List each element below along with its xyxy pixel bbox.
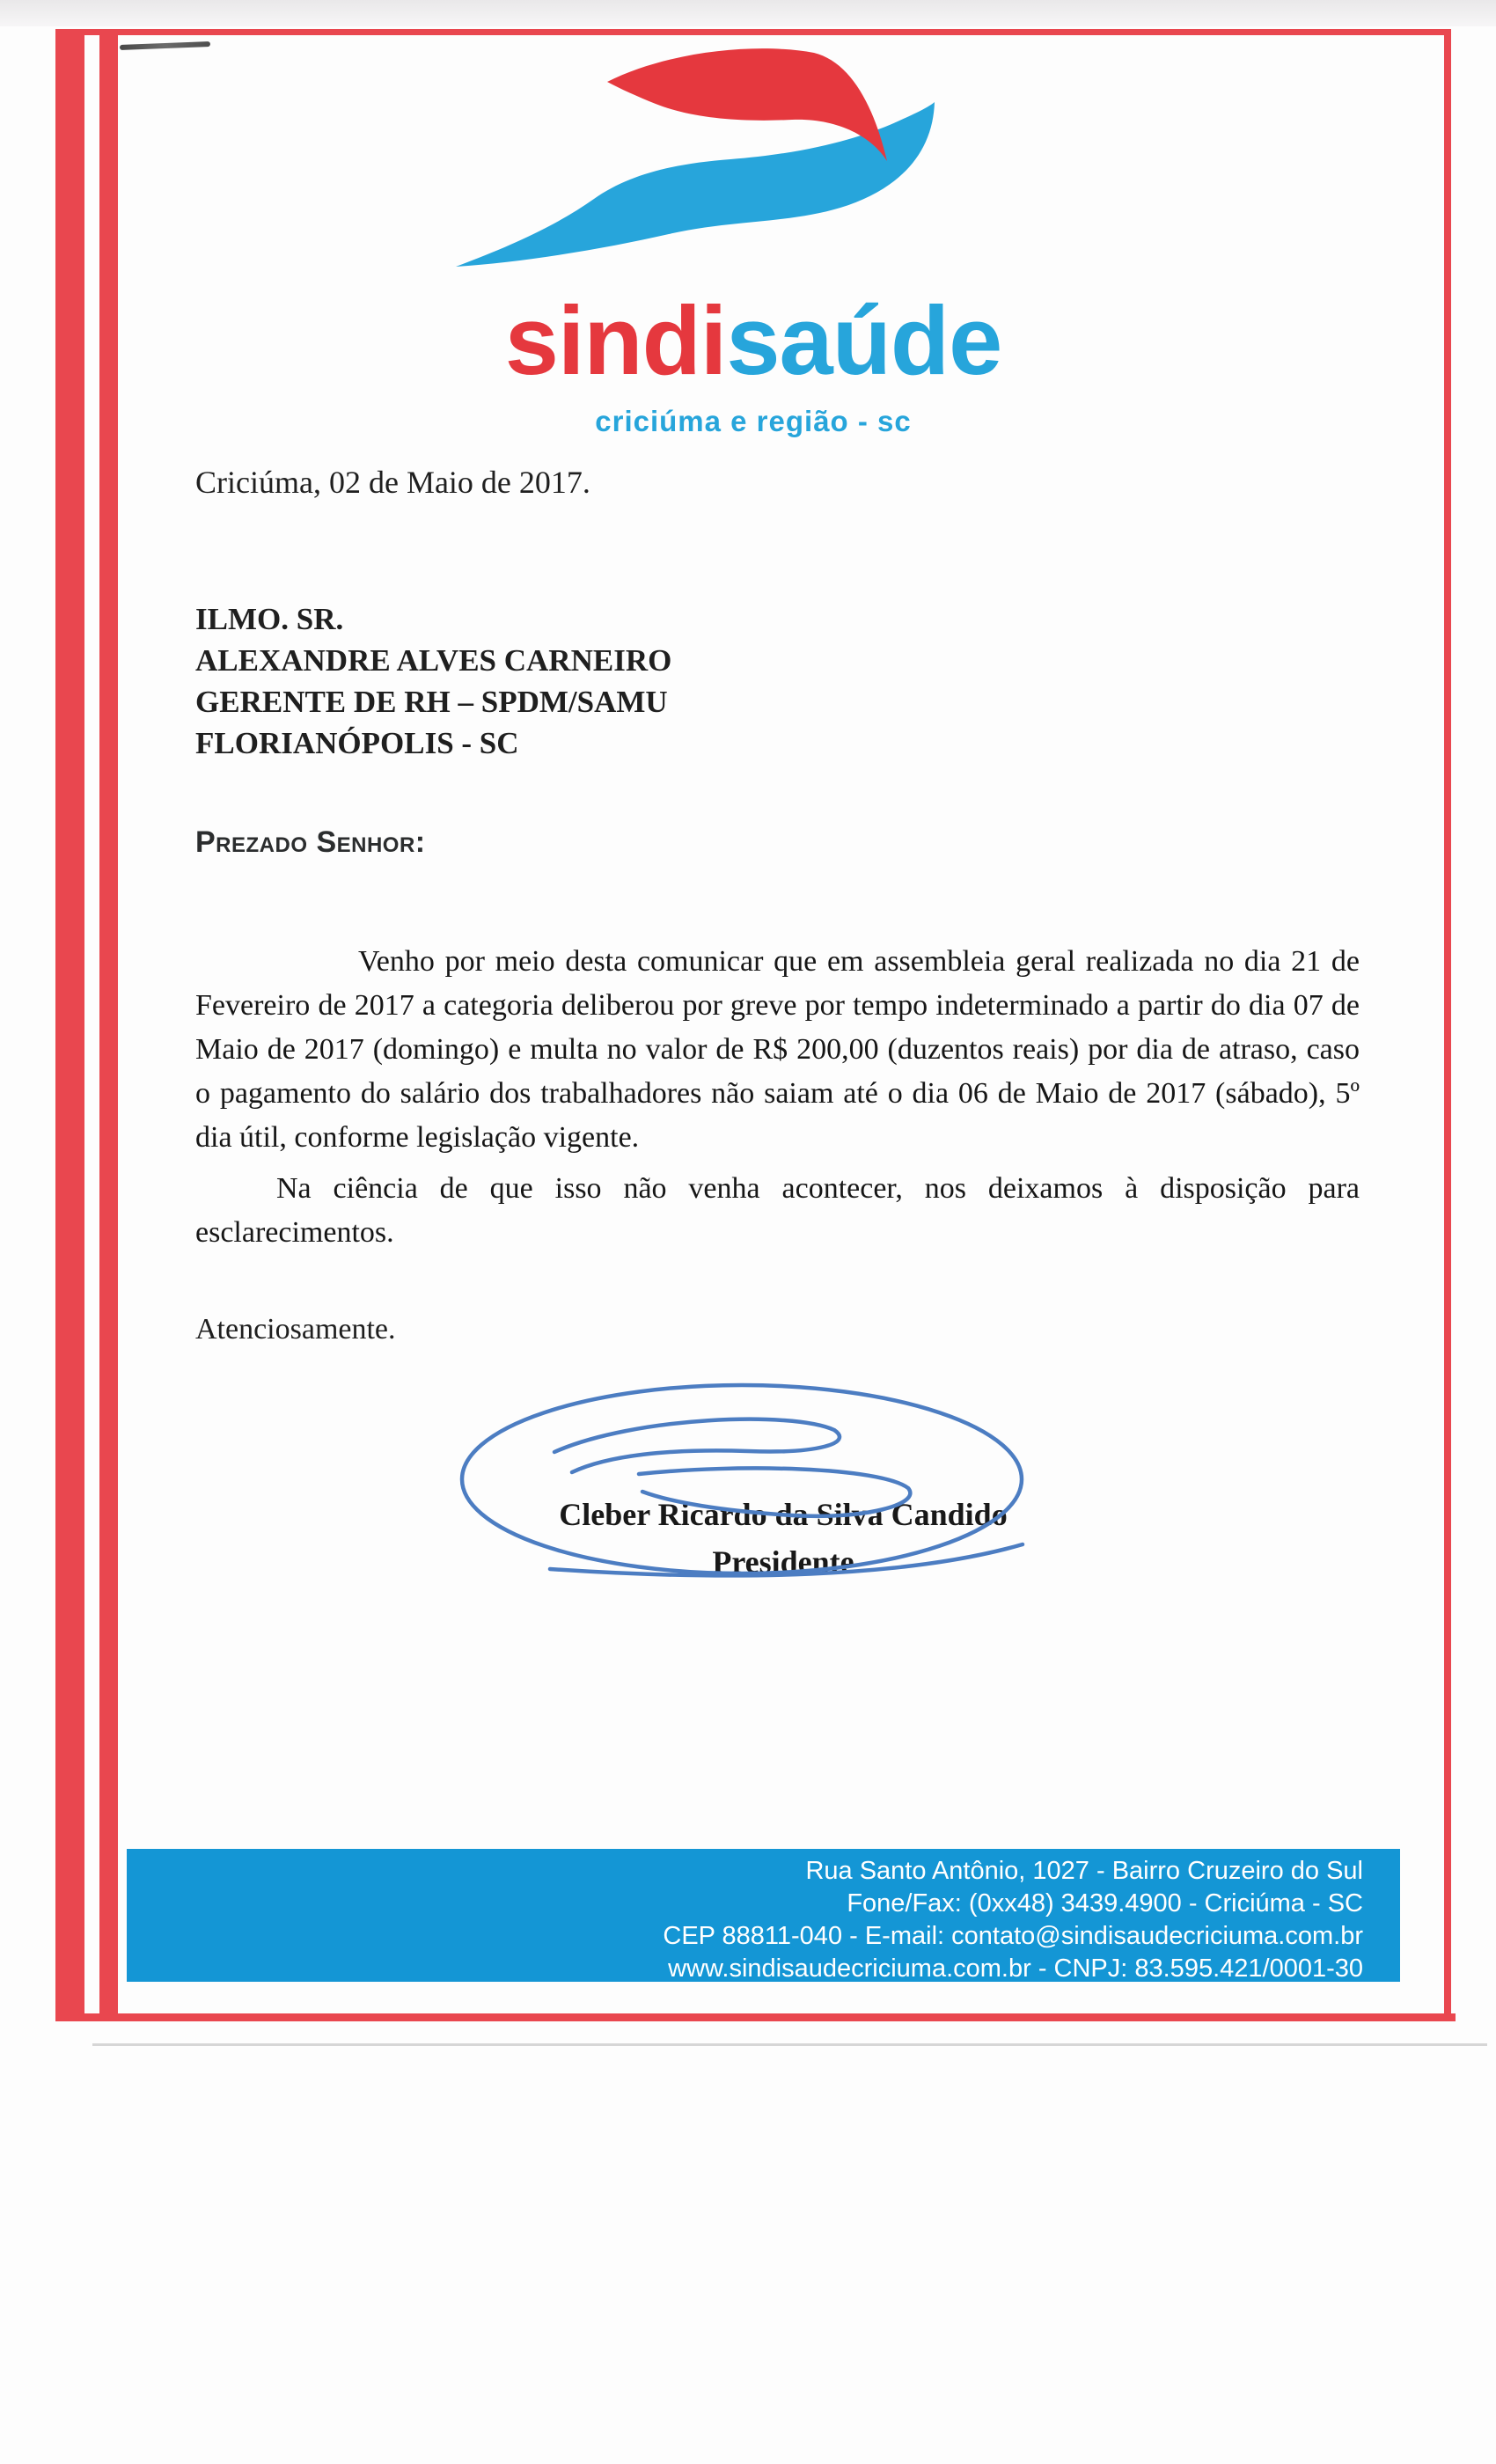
body-paragraph-1: Venho por meio desta comunicar que em assembleia geral realizada no dia 21 de Fevereiro de 2017 a categoria deliberou por greve por tempo indeterminado a partir do dia 07 de Maio de 2017 (domingo) e multa no valor de R$ 200,00 (duzentos reais) por dia de atraso, caso o pagamento do salário dos trabalhadores não saiam até o dia 06 de Maio de 2017 (sábado), 5º dia útil, conforme legislação vigente. [195, 945, 1360, 1154]
logo-brand-red: sindi [504, 287, 727, 395]
frame-stripe-outer [55, 29, 84, 2021]
footer-contact-block [663, 1855, 1363, 1985]
frame-stripe-inner [99, 29, 118, 2021]
signatory-title: Presidente [712, 1544, 854, 1580]
salutation: Prezado Senhor: [195, 825, 426, 859]
footer-line-phone: Fone/Fax: (0xx48) 3439.4900 - Criciúma - SC [847, 1889, 1363, 1918]
signatory-name: Cleber Ricardo da Silva Candido [559, 1497, 1008, 1532]
logo-swoosh-icon [440, 40, 950, 278]
paper-edge-shadow [92, 2043, 1487, 2046]
body-paragraph-2: Na ciência de que isso não venha acontecer, nos deixamos à disposição para esclarecimentos. [195, 1172, 1360, 1249]
staple-mark [120, 41, 210, 50]
signature-scribble-icon [440, 1368, 1056, 1597]
recipient-line-name: ALEXANDRE ALVES CARNEIRO [195, 643, 672, 678]
closing-line: Atenciosamente. [195, 1313, 396, 1346]
recipient-line-honorific: ILMO. SR. [195, 602, 344, 636]
logo-tagline: criciúma e região - sc [595, 405, 912, 437]
logo-wordmark [357, 287, 1149, 395]
recipient-line-role: GERENTE DE RH – SPDM/SAMU [195, 685, 668, 719]
frame-line-top [55, 29, 1450, 35]
date-line: Criciúma, 02 de Maio de 2017. [195, 465, 590, 500]
footer-line-website-cnpj: www.sindisaudecriciuma.com.br - CNPJ: 83.595.421/0001-30 [668, 1954, 1363, 1983]
scan-top-shading [0, 0, 1496, 26]
logo-brand-blue: saúde [726, 287, 1002, 395]
recipient-line-city: FLORIANÓPOLIS - SC [195, 726, 519, 760]
frame-line-right [1444, 29, 1451, 2020]
recipient-block [195, 598, 671, 764]
frame-line-bottom [55, 2013, 1456, 2021]
footer-line-address: Rua Santo Antônio, 1027 - Bairro Cruzeiro do Sul [805, 1857, 1363, 1885]
footer-bar [127, 1849, 1400, 1982]
footer-line-email: CEP 88811-040 - E-mail: contato@sindisaudecriciuma.com.br [663, 1922, 1363, 1950]
